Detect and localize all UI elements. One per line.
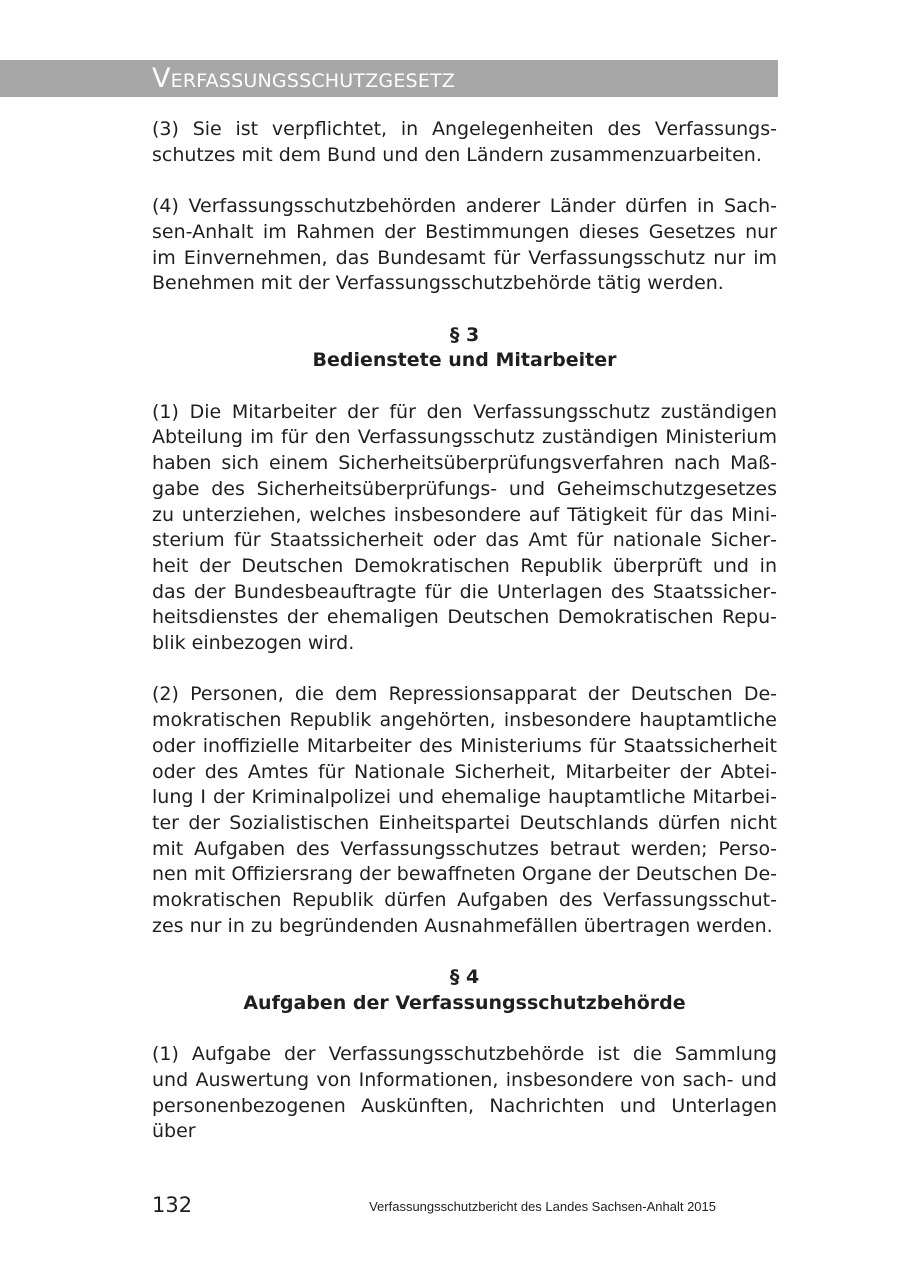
section-4-paragraph-1: (1) Aufgabe der Verfassungsschutzbehörde ist die Sammlung und Auswertung von Informationen, insbesondere von sach- und personenbezogenen Auskünften, Nachrichten und Unterlagen über bbox=[152, 1043, 777, 1143]
running-header-title: Verfassungsschutzgesetz bbox=[152, 63, 456, 94]
paragraph-4: (4) Verfassungsschutzbehörden anderer Länder dürfen in Sachsen-Anhalt im Rahmen der Bestimmungen dieses Gesetzes nur im Einvernehmen, das Bundesamt für Verfassungsschutz nur im Benehmen mit der Verfassungsschutzbehörde tätig werden. bbox=[152, 195, 777, 295]
page-number: 132 bbox=[152, 1193, 193, 1217]
section-3-heading bbox=[152, 323, 777, 374]
page-body bbox=[152, 117, 777, 1171]
footer-publication-title: Verfassungsschutzbericht des Landes Sachsen-Anhalt 2015 bbox=[369, 1199, 716, 1214]
section-3-number: § 3 bbox=[449, 323, 480, 346]
section-3-paragraph-1: (1) Die Mitarbeiter der für den Verfassungsschutz zuständigen Abteilung im für den Verfassungsschutz zuständigen Ministerium haben sich einem Sicherheitsüberprüfungsverfahren nach Maßgabe des Sicherheitsüberprüfungs- und Geheimschutzgesetzes zu unterziehen, welches insbesondere auf Tätigkeit für das Ministerium für Staatssicherheit oder das Amt für nationale Sicherheit der Deutschen Demokratischen Republik überprüft und in das der Bundesbeauftragte für die Unterlagen des Staatssicherheitsdienstes der ehemaligen Deutschen Demokratischen Republik einbezogen wird. bbox=[152, 400, 777, 655]
section-3-paragraph-2: (2) Personen, die dem Repressionsapparat der Deutschen Demokratischen Republik angehörten, insbesondere hauptamtliche oder inoffizielle Mitarbeiter des Ministeriums für Staatssicherheit oder des Amtes für Nationale Sicherheit, Mitarbeiter der Abteilung I der Kriminalpolizei und ehemalige hauptamtliche Mitarbeiter der Sozialistischen Einheitspartei Deutschlands dürfen nicht mit Aufgaben des Verfassungsschutzes betraut werden; Personen mit Offiziersrang der bewaffneten Organe der Deutschen Demokratischen Republik dürfen Aufgaben des Verfassungsschutzes nur in zu begründenden Ausnahmefällen übertragen werden. bbox=[152, 683, 777, 937]
section-4-number: § 4 bbox=[449, 966, 480, 989]
paragraph-3: (3) Sie ist verpflichtet, in Angelegenheiten des Verfassungsschutzes mit dem Bund und den Ländern zusammenzuarbeiten. bbox=[152, 118, 777, 166]
section-4-heading bbox=[152, 965, 777, 1016]
section-3-title: Bedienstete und Mitarbeiter bbox=[312, 349, 617, 372]
section-4-title: Aufgaben der Verfassungsschutzbehörde bbox=[243, 991, 686, 1014]
